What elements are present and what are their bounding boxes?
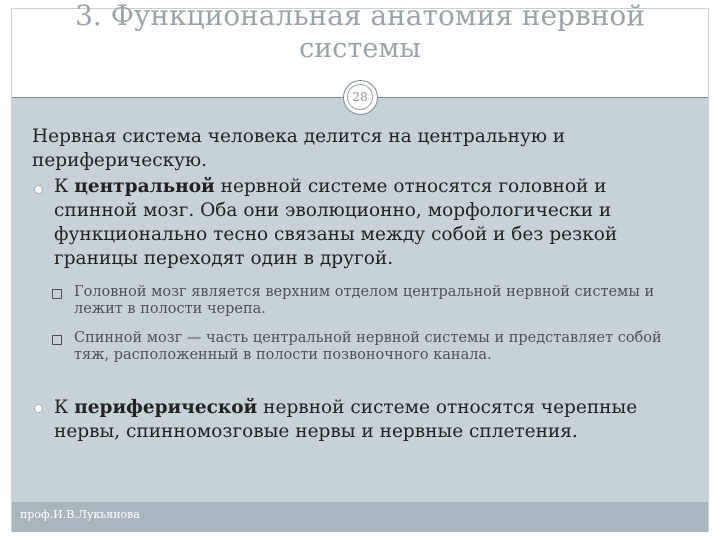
bullet-central-text: нервной системе относятся головной и спинной мозг. Оба они эволюционно, морфологически и функционально тесно связаны между собой и без резкой границы переходят один в другой. bbox=[54, 176, 618, 269]
slide-title-line1: 3. Функциональная анатомия нервной bbox=[75, 0, 645, 32]
page-number: 28 bbox=[347, 84, 373, 110]
bullet-icon bbox=[34, 404, 43, 413]
sub-item-spinal-text: Спинной мозг — часть центральной нервной системы и представляет собой тяж, расположенный в полости позвоночного канала. bbox=[74, 330, 662, 363]
checkbox-icon bbox=[52, 289, 62, 299]
bullet-peripheral-bold: периферической bbox=[74, 397, 258, 418]
bullet-central bbox=[54, 175, 688, 271]
page-number-badge bbox=[343, 80, 378, 115]
checkbox-icon bbox=[52, 335, 62, 345]
bullet-icon bbox=[34, 185, 43, 194]
bullet-peripheral-text: нервной системе относятся черепные нервы, спинномозговые нервы и нервные сплетения. bbox=[54, 397, 638, 442]
intro-paragraph bbox=[32, 125, 672, 173]
sub-item-brain bbox=[74, 284, 674, 318]
slide-title-line2: системы bbox=[299, 33, 421, 64]
sub-item-spinal bbox=[74, 330, 674, 364]
sub-item-brain-text: Головной мозг является верхним отделом центральной нервной системы и лежит в полости черепа. bbox=[74, 284, 655, 317]
bullet-peripheral-prefix: К bbox=[54, 397, 75, 418]
bullet-peripheral bbox=[54, 396, 654, 444]
footer-author: проф.И.В.Лукьянова bbox=[20, 508, 140, 521]
slide-title bbox=[12, 0, 708, 65]
intro-text: Нервная система человека делится на центральную и периферическую. bbox=[32, 126, 566, 171]
bullet-central-bold: центральной bbox=[74, 176, 215, 197]
bullet-central-prefix: К bbox=[54, 176, 75, 197]
